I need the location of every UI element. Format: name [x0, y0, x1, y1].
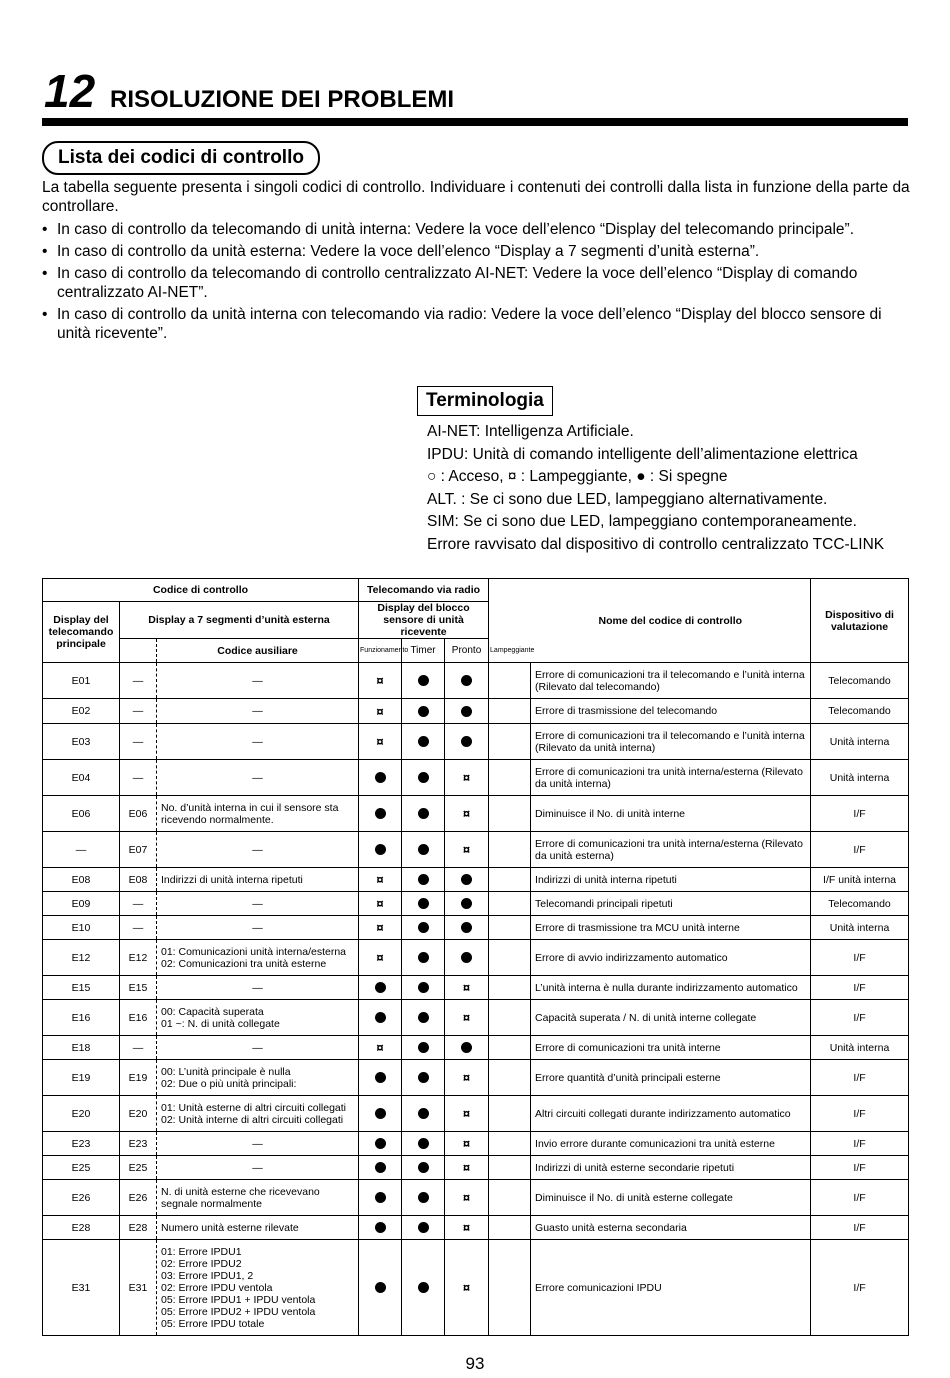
table-row	[43, 1132, 909, 1156]
cell-led-pronto	[445, 1216, 489, 1240]
cell-led-funzionamento	[359, 699, 402, 724]
cell-aux-code: —	[157, 1036, 359, 1060]
cell-led-funzionamento	[359, 1180, 402, 1216]
cell-aux-code: —	[157, 832, 359, 868]
terminology-line: AI-NET: Intelligenza Artificiale.	[427, 423, 634, 440]
cell-aux-code: —	[157, 699, 359, 724]
cell-led-timer	[402, 796, 445, 832]
cell-led-lampeggiante	[489, 1132, 531, 1156]
cell-7seg-code: —	[120, 724, 157, 760]
table-row	[43, 1180, 909, 1216]
led-blinking-icon: ¤	[462, 1106, 471, 1122]
led-blinking-icon: ¤	[462, 1070, 471, 1086]
cell-remote-code: E01	[43, 663, 120, 699]
cell-7seg-code: E06	[120, 796, 157, 832]
cell-led-funzionamento	[359, 832, 402, 868]
table-row	[43, 892, 909, 916]
intro-bullet: • In caso di controllo da unità interna con telecomando via radio: Vedere la voce dell’elenco “Display del blocco sensore di unità ricevente”.	[42, 305, 912, 343]
cell-led-timer	[402, 1216, 445, 1240]
table-row	[43, 868, 909, 892]
intro-text	[42, 178, 912, 346]
led-off-icon	[461, 952, 472, 963]
cell-7seg-code: E28	[120, 1216, 157, 1240]
cell-aux-code: N. di unità esterne che ricevevano segnale normalmente	[157, 1180, 359, 1216]
cell-remote-code: E18	[43, 1036, 120, 1060]
led-off-icon	[418, 1072, 429, 1083]
table-row	[43, 796, 909, 832]
cell-7seg-code: E12	[120, 940, 157, 976]
cell-led-lampeggiante	[489, 1216, 531, 1240]
cell-aux-code: —	[157, 892, 359, 916]
led-blinking-icon: ¤	[462, 1160, 471, 1176]
header-nome-codice: Nome del codice di controllo	[531, 579, 811, 663]
led-off-icon	[375, 808, 386, 819]
cell-led-pronto	[445, 940, 489, 976]
led-off-icon	[461, 922, 472, 933]
header-codice-controllo: Codice di controllo	[43, 579, 359, 602]
cell-led-lampeggiante	[489, 796, 531, 832]
cell-remote-code: E19	[43, 1060, 120, 1096]
cell-led-pronto	[445, 796, 489, 832]
led-blinking-icon: ¤	[376, 734, 384, 750]
led-blinking-icon: ¤	[462, 806, 471, 822]
cell-led-lampeggiante	[489, 1180, 531, 1216]
led-off-icon	[375, 982, 386, 993]
cell-led-pronto	[445, 1132, 489, 1156]
cell-led-funzionamento	[359, 892, 402, 916]
cell-7seg-code: E16	[120, 1000, 157, 1036]
cell-led-funzionamento	[359, 1096, 402, 1132]
led-off-icon	[418, 874, 429, 885]
terminology-list	[427, 421, 884, 556]
cell-remote-code: —	[43, 832, 120, 868]
cell-code-name: Diminuisce il No. di unità esterne collegate	[531, 1180, 811, 1216]
header-lampeggiante: Lampeggiante	[489, 639, 531, 663]
cell-led-lampeggiante	[489, 916, 531, 940]
table-row	[43, 1000, 909, 1036]
led-off-icon	[461, 874, 472, 885]
cell-remote-code: E08	[43, 868, 120, 892]
header-dispositivo: Dispositivo di valutazione	[811, 579, 909, 663]
cell-device: I/F	[811, 796, 909, 832]
led-off-icon	[418, 1192, 429, 1203]
cell-7seg-code: —	[120, 699, 157, 724]
cell-code-name: Errore di comunicazioni tra unità interna/esterna (Rilevato da unità interna)	[531, 760, 811, 796]
led-off-icon	[418, 844, 429, 855]
led-blinking-icon: ¤	[462, 1010, 471, 1026]
header-spacer	[489, 579, 531, 602]
cell-led-lampeggiante	[489, 1096, 531, 1132]
cell-led-funzionamento	[359, 663, 402, 699]
cell-device: Telecomando	[811, 663, 909, 699]
cell-device: I/F	[811, 940, 909, 976]
cell-led-lampeggiante	[489, 760, 531, 796]
cell-led-lampeggiante	[489, 1060, 531, 1096]
cell-led-timer	[402, 760, 445, 796]
cell-7seg-code: E25	[120, 1156, 157, 1180]
cell-device: I/F	[811, 1132, 909, 1156]
cell-led-lampeggiante	[489, 1240, 531, 1336]
cell-code-name: Indirizzi di unità esterne secondarie ripetuti	[531, 1156, 811, 1180]
table-row	[43, 916, 909, 940]
cell-code-name: Diminuisce il No. di unità interne	[531, 796, 811, 832]
cell-remote-code: E15	[43, 976, 120, 1000]
led-off-icon	[418, 1108, 429, 1119]
led-off-icon	[461, 736, 472, 747]
led-off-icon	[375, 1282, 386, 1293]
table-row	[43, 699, 909, 724]
cell-led-funzionamento	[359, 796, 402, 832]
cell-7seg-code: E19	[120, 1060, 157, 1096]
cell-code-name: Errore di trasmissione tra MCU unità interne	[531, 916, 811, 940]
led-blinking-icon: ¤	[376, 896, 384, 912]
led-blinking-icon: ¤	[462, 1190, 471, 1206]
cell-remote-code: E25	[43, 1156, 120, 1180]
led-off-icon	[461, 675, 472, 686]
table-row	[43, 976, 909, 1000]
led-blinking-icon: ¤	[462, 1280, 471, 1296]
cell-code-name: Capacità superata / N. di unità interne collegate	[531, 1000, 811, 1036]
cell-led-timer	[402, 1132, 445, 1156]
cell-7seg-code: E26	[120, 1180, 157, 1216]
cell-code-name: Guasto unità esterna secondaria	[531, 1216, 811, 1240]
cell-7seg-code: E31	[120, 1240, 157, 1336]
led-off-icon	[461, 898, 472, 909]
cell-device: I/F	[811, 1216, 909, 1240]
terminology-line: ALT. : Se ci sono due LED, lampeggiano alternativamente.	[427, 490, 828, 508]
cell-code-name: L’unità interna è nulla durante indirizzamento automatico	[531, 976, 811, 1000]
cell-aux-code: —	[157, 663, 359, 699]
cell-led-timer	[402, 724, 445, 760]
cell-led-funzionamento	[359, 1132, 402, 1156]
led-blinking-icon: ¤	[376, 703, 384, 719]
cell-remote-code: E10	[43, 916, 120, 940]
cell-led-pronto	[445, 724, 489, 760]
cell-led-funzionamento	[359, 760, 402, 796]
cell-code-name: Errore comunicazioni IPDU	[531, 1240, 811, 1336]
cell-device: I/F unità interna	[811, 868, 909, 892]
cell-7seg-code: —	[120, 663, 157, 699]
header-seg-blank	[120, 639, 157, 663]
led-blinking-icon: ¤	[376, 920, 384, 936]
cell-code-name: Errore di comunicazioni tra il telecomando e l’unità interna (Rilevato da unità interna)	[531, 724, 811, 760]
cell-led-lampeggiante	[489, 940, 531, 976]
table-row	[43, 1096, 909, 1132]
cell-led-pronto	[445, 1036, 489, 1060]
cell-device: I/F	[811, 1000, 909, 1036]
cell-device: Unità interna	[811, 1036, 909, 1060]
cell-device: I/F	[811, 1096, 909, 1132]
cell-led-timer	[402, 1096, 445, 1132]
led-blinking-icon: ¤	[462, 770, 471, 786]
led-off-icon	[375, 1192, 386, 1203]
cell-7seg-code: —	[120, 760, 157, 796]
header-display-blocco: Display del blocco sensore di unità ricevente	[359, 602, 489, 639]
header-display-7seg: Display a 7 segmenti d’unità esterna	[120, 602, 359, 639]
cell-remote-code: E12	[43, 940, 120, 976]
cell-led-pronto	[445, 868, 489, 892]
led-off-icon	[418, 1042, 429, 1053]
cell-aux-code: 00: Capacità superata 01 ~: N. di unità collegate	[157, 1000, 359, 1036]
intro-bullet: • In caso di controllo da telecomando di controllo centralizzato AI-NET: Vedere la voce dell’elenco “Display di comando centralizzato AI-NET”.	[42, 264, 912, 302]
cell-led-pronto	[445, 1180, 489, 1216]
led-off-icon	[418, 675, 429, 686]
cell-device: I/F	[811, 1060, 909, 1096]
cell-led-funzionamento	[359, 1216, 402, 1240]
cell-led-pronto	[445, 1240, 489, 1336]
led-off-icon	[418, 808, 429, 819]
led-off-icon	[375, 1108, 386, 1119]
header-display-telecomando: Display del telecomando principale	[43, 602, 120, 663]
cell-led-lampeggiante	[489, 868, 531, 892]
led-off-icon	[375, 1138, 386, 1149]
cell-led-pronto	[445, 663, 489, 699]
led-blinking-icon: ¤	[462, 1136, 471, 1152]
cell-led-funzionamento	[359, 916, 402, 940]
cell-led-lampeggiante	[489, 699, 531, 724]
cell-device: I/F	[811, 1240, 909, 1336]
chapter-number: 12	[44, 65, 96, 117]
table-row	[43, 760, 909, 796]
cell-led-timer	[402, 1156, 445, 1180]
check-codes-table	[42, 578, 909, 1336]
cell-remote-code: E23	[43, 1132, 120, 1156]
cell-led-pronto	[445, 916, 489, 940]
cell-led-pronto	[445, 699, 489, 724]
led-off-icon	[375, 1012, 386, 1023]
cell-device: I/F	[811, 1156, 909, 1180]
cell-code-name: Altri circuiti collegati durante indirizzamento automatico	[531, 1096, 811, 1132]
terminology-title: Terminologia	[417, 386, 553, 416]
cell-7seg-code: —	[120, 892, 157, 916]
led-off-icon	[375, 1072, 386, 1083]
led-off-icon	[418, 982, 429, 993]
cell-aux-code: Indirizzi di unità interna ripetuti	[157, 868, 359, 892]
cell-led-pronto	[445, 1156, 489, 1180]
table-row	[43, 1036, 909, 1060]
cell-led-pronto	[445, 832, 489, 868]
cell-code-name: Telecomandi principali ripetuti	[531, 892, 811, 916]
header-funzionamento: Funzionamento	[359, 639, 402, 663]
cell-led-lampeggiante	[489, 663, 531, 699]
table-row	[43, 1240, 909, 1336]
cell-code-name: Indirizzi di unità interna ripetuti	[531, 868, 811, 892]
cell-led-pronto	[445, 1096, 489, 1132]
led-off-icon	[375, 844, 386, 855]
led-blinking-icon: ¤	[462, 980, 471, 996]
terminology-line: SIM: Se ci sono due LED, lampeggiano contemporaneamente.	[427, 513, 857, 530]
led-off-icon	[418, 1282, 429, 1293]
cell-led-timer	[402, 699, 445, 724]
led-off-icon	[418, 898, 429, 909]
cell-device: Telecomando	[811, 892, 909, 916]
cell-aux-code: —	[157, 760, 359, 796]
cell-led-lampeggiante	[489, 832, 531, 868]
cell-led-timer	[402, 940, 445, 976]
cell-aux-code: —	[157, 976, 359, 1000]
cell-led-funzionamento	[359, 724, 402, 760]
cell-aux-code: 01: Unità esterne di altri circuiti collegati 02: Unità interne di altri circuiti collegati	[157, 1096, 359, 1132]
cell-remote-code: E31	[43, 1240, 120, 1336]
cell-led-timer	[402, 1000, 445, 1036]
cell-led-funzionamento	[359, 1000, 402, 1036]
cell-led-timer	[402, 1180, 445, 1216]
cell-code-name: Errore di comunicazioni tra unità interna/esterna (Rilevato da unità esterna)	[531, 832, 811, 868]
led-off-icon	[418, 706, 429, 717]
cell-aux-code: —	[157, 1156, 359, 1180]
cell-aux-code: —	[157, 916, 359, 940]
cell-led-funzionamento	[359, 868, 402, 892]
cell-remote-code: E09	[43, 892, 120, 916]
intro-bullet: • In caso di controllo da unità esterna: Vedere la voce dell’elenco “Display a 7 segmenti d’unità esterna”.	[42, 242, 912, 261]
cell-led-pronto	[445, 1060, 489, 1096]
cell-led-pronto	[445, 892, 489, 916]
cell-led-funzionamento	[359, 1156, 402, 1180]
cell-led-lampeggiante	[489, 892, 531, 916]
chapter-title: RISOLUZIONE DEI PROBLEMI	[110, 86, 455, 113]
led-blinking-icon: ¤	[462, 842, 471, 858]
led-off-icon	[418, 736, 429, 747]
cell-led-timer	[402, 663, 445, 699]
chapter-rule	[42, 118, 908, 126]
cell-led-pronto	[445, 1000, 489, 1036]
cell-remote-code: E06	[43, 796, 120, 832]
cell-device: Telecomando	[811, 699, 909, 724]
cell-7seg-code: —	[120, 916, 157, 940]
led-off-icon	[418, 952, 429, 963]
cell-code-name: Errore di comunicazioni tra il telecomando e l’unità interna (Rilevato dal telecomando)	[531, 663, 811, 699]
cell-device: Unità interna	[811, 760, 909, 796]
table-row	[43, 940, 909, 976]
cell-7seg-code: E23	[120, 1132, 157, 1156]
cell-code-name: Errore quantità d’unità principali esterne	[531, 1060, 811, 1096]
intro-paragraph: La tabella seguente presenta i singoli codici di controllo. Individuare i contenuti dei controlli dalla lista in funzione della parte da controllare.	[42, 179, 910, 215]
cell-code-name: Errore di comunicazioni tra unità interne	[531, 1036, 811, 1060]
cell-led-timer	[402, 916, 445, 940]
led-blinking-icon: ¤	[376, 950, 384, 966]
cell-led-pronto	[445, 760, 489, 796]
cell-led-timer	[402, 892, 445, 916]
header-spacer	[489, 602, 531, 639]
cell-7seg-code: E15	[120, 976, 157, 1000]
cell-aux-code: Numero unità esterne rilevate	[157, 1216, 359, 1240]
cell-7seg-code: E08	[120, 868, 157, 892]
cell-led-lampeggiante	[489, 724, 531, 760]
cell-aux-code: No. d’unità interna in cui il sensore sta ricevendo normalmente.	[157, 796, 359, 832]
cell-remote-code: E16	[43, 1000, 120, 1036]
cell-led-timer	[402, 1036, 445, 1060]
led-off-icon	[418, 772, 429, 783]
header-pronto: Pronto	[445, 639, 489, 663]
section-title: Lista dei codici di controllo	[42, 141, 320, 175]
table-row	[43, 1216, 909, 1240]
cell-aux-code: 00: L’unità principale è nulla 02: Due o più unità principali:	[157, 1060, 359, 1096]
cell-remote-code: E26	[43, 1180, 120, 1216]
cell-7seg-code: E20	[120, 1096, 157, 1132]
header-timer: Timer	[402, 639, 445, 663]
cell-led-lampeggiante	[489, 1000, 531, 1036]
cell-led-pronto	[445, 976, 489, 1000]
table-row	[43, 1156, 909, 1180]
cell-led-lampeggiante	[489, 1036, 531, 1060]
cell-remote-code: E28	[43, 1216, 120, 1240]
cell-led-timer	[402, 868, 445, 892]
intro-bullet: • In caso di controllo da telecomando di unità interna: Vedere la voce dell’elenco “Display del telecomando principale”.	[42, 220, 912, 239]
cell-7seg-code: E07	[120, 832, 157, 868]
led-off-icon	[418, 1012, 429, 1023]
table-row	[43, 724, 909, 760]
cell-remote-code: E02	[43, 699, 120, 724]
cell-led-timer	[402, 976, 445, 1000]
table-row	[43, 832, 909, 868]
cell-code-name: Errore di avvio indirizzamento automatico	[531, 940, 811, 976]
cell-led-timer	[402, 1060, 445, 1096]
cell-aux-code: —	[157, 724, 359, 760]
cell-led-funzionamento	[359, 1060, 402, 1096]
cell-remote-code: E04	[43, 760, 120, 796]
cell-aux-code: 01: Comunicazioni unità interna/esterna 02: Comunicazioni tra unità esterne	[157, 940, 359, 976]
led-off-icon	[375, 1222, 386, 1233]
cell-remote-code: E20	[43, 1096, 120, 1132]
led-off-icon	[461, 706, 472, 717]
cell-aux-code: 01: Errore IPDU1 02: Errore IPDU2 03: Errore IPDU1, 2 02: Errore IPDU ventola 05: Errore IPDU1 + IPDU ventola 05: Errore IPDU2 + IPDU ventola 05: Errore IPDU totale	[157, 1240, 359, 1336]
cell-device: I/F	[811, 1180, 909, 1216]
cell-led-funzionamento	[359, 940, 402, 976]
led-off-icon	[418, 922, 429, 933]
cell-code-name: Errore di trasmissione del telecomando	[531, 699, 811, 724]
led-blinking-icon: ¤	[376, 1040, 384, 1056]
cell-remote-code: E03	[43, 724, 120, 760]
table-row	[43, 1060, 909, 1096]
led-blinking-icon: ¤	[376, 673, 384, 689]
cell-led-lampeggiante	[489, 976, 531, 1000]
led-off-icon	[418, 1222, 429, 1233]
header-codice-ausiliare: Codice ausiliare	[157, 639, 359, 663]
cell-device: Unità interna	[811, 916, 909, 940]
cell-code-name: Invio errore durante comunicazioni tra unità esterne	[531, 1132, 811, 1156]
led-off-icon	[418, 1162, 429, 1173]
led-off-icon	[375, 772, 386, 783]
cell-led-funzionamento	[359, 976, 402, 1000]
terminology-line: Errore ravvisato dal dispositivo di controllo centralizzato TCC-LINK	[427, 535, 885, 553]
cell-led-timer	[402, 832, 445, 868]
led-off-icon	[461, 1042, 472, 1053]
led-off-icon	[375, 1162, 386, 1173]
cell-led-timer	[402, 1240, 445, 1336]
cell-led-lampeggiante	[489, 1156, 531, 1180]
table-row	[43, 663, 909, 699]
cell-led-funzionamento	[359, 1240, 402, 1336]
terminology-line: ○ : Acceso, ¤ : Lampeggiante, ● : Si spegne	[427, 468, 728, 485]
led-blinking-icon: ¤	[462, 1220, 471, 1236]
cell-7seg-code: —	[120, 1036, 157, 1060]
intro-bullet-list	[42, 220, 912, 343]
cell-device: Unità interna	[811, 724, 909, 760]
cell-device: I/F	[811, 976, 909, 1000]
header-telecomando-radio: Telecomando via radio	[359, 579, 489, 602]
page-number: 93	[465, 1354, 485, 1373]
cell-aux-code: —	[157, 1132, 359, 1156]
led-blinking-icon: ¤	[376, 872, 384, 888]
cell-led-funzionamento	[359, 1036, 402, 1060]
cell-device: I/F	[811, 832, 909, 868]
terminology-line: IPDU: Unità di comando intelligente dell’alimentazione elettrica	[427, 445, 858, 463]
led-off-icon	[418, 1138, 429, 1149]
